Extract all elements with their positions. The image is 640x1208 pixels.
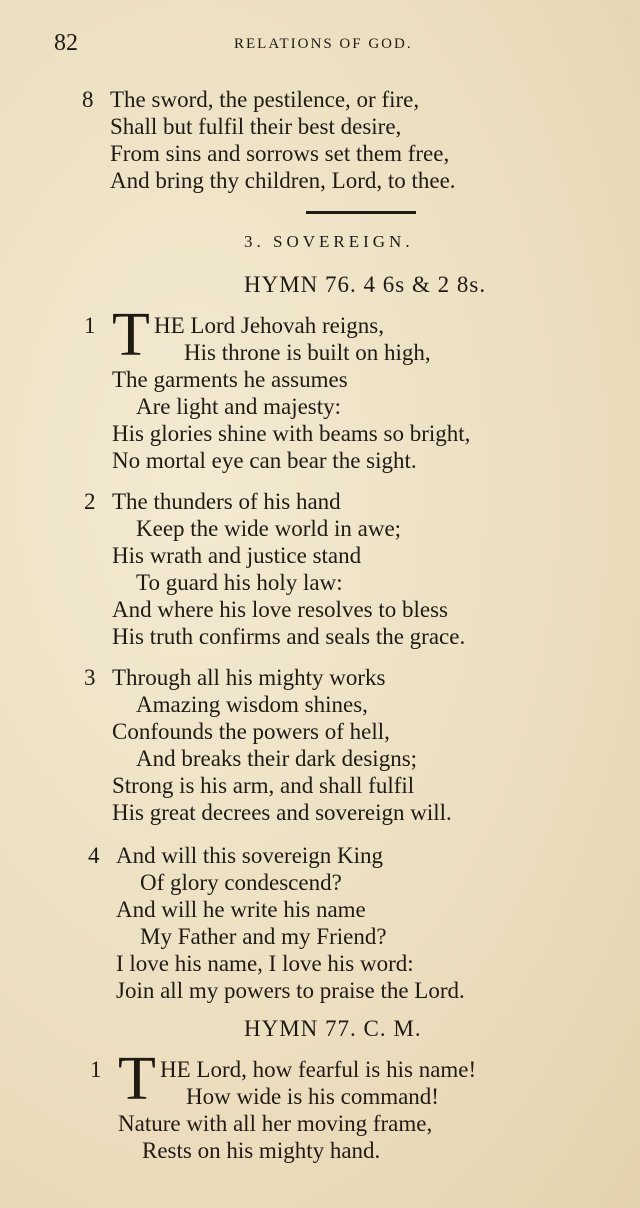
verse-line: Join all my powers to praise the Lord. <box>116 978 465 1003</box>
verse-line: Keep the wide world in awe; <box>136 516 402 541</box>
stanza-number: 2 <box>84 489 96 514</box>
stanza-number: 1 <box>90 1057 102 1082</box>
verse-line: HE Lord, how fearful is his name! <box>160 1057 477 1082</box>
stanza-number: 1 <box>84 313 96 338</box>
verse-line: And where his love resolves to bless <box>112 597 448 622</box>
verse-line: His throne is built on high, <box>184 340 431 365</box>
verse-line: Through all his mighty works <box>112 665 386 690</box>
stanza-number: 4 <box>88 843 100 868</box>
stanza-number: 8 <box>82 87 94 112</box>
verse-line: His wrath and justice stand <box>112 543 362 568</box>
verse-line: And will this sovereign King <box>116 843 384 868</box>
section-title: 3. SOVEREIGN. <box>244 232 414 251</box>
hymn-76-title: HYMN 76. 4 6s & 2 8s. <box>244 272 487 297</box>
verse-line: How wide is his command! <box>186 1084 439 1109</box>
running-head: RELATIONS OF GOD. <box>234 36 413 52</box>
verse-line: And breaks their dark designs; <box>136 746 418 771</box>
verse-line: Amazing wisdom shines, <box>136 692 368 717</box>
verse-line: Rests on his mighty hand. <box>142 1138 381 1163</box>
hymn-77-title: HYMN 77. C. M. <box>244 1016 422 1041</box>
section-divider <box>306 211 416 214</box>
verse-line: To guard his holy law: <box>136 570 343 595</box>
verse-line: Nature with all her moving frame, <box>118 1111 433 1136</box>
drop-cap: T <box>112 301 150 369</box>
verse-line: And bring thy children, Lord, to thee. <box>110 168 456 193</box>
verse-line: The sword, the pestilence, or fire, <box>110 87 420 112</box>
drop-cap: T <box>118 1045 156 1113</box>
page-number: 82 <box>54 30 78 56</box>
verse-line: My Father and my Friend? <box>140 924 387 949</box>
verse-line: I love his name, I love his word: <box>116 951 414 976</box>
verse-line: Shall but fulfil their best desire, <box>110 114 402 139</box>
verse-line: His glories shine with beams so bright, <box>112 421 471 446</box>
verse-line: The thunders of his hand <box>112 489 341 514</box>
verse-line: Are light and majesty: <box>136 394 342 419</box>
verse-line: From sins and sorrows set them free, <box>110 141 450 166</box>
verse-line: Confounds the powers of hell, <box>112 719 390 744</box>
page-header <box>54 30 580 62</box>
verse-line: HE Lord Jehovah reigns, <box>154 313 384 338</box>
verse-line: No mortal eye can bear the sight. <box>112 448 417 473</box>
verse-line: His truth confirms and seals the grace. <box>112 624 466 649</box>
verse-line: His great decrees and sovereign will. <box>112 800 452 825</box>
verse-line: Of glory condescend? <box>140 870 342 895</box>
verse-line: And will he write his name <box>116 897 366 922</box>
verse-line: Strong is his arm, and shall fulfil <box>112 773 415 798</box>
verse-line: The garments he assumes <box>112 367 348 392</box>
stanza-number: 3 <box>84 665 96 690</box>
